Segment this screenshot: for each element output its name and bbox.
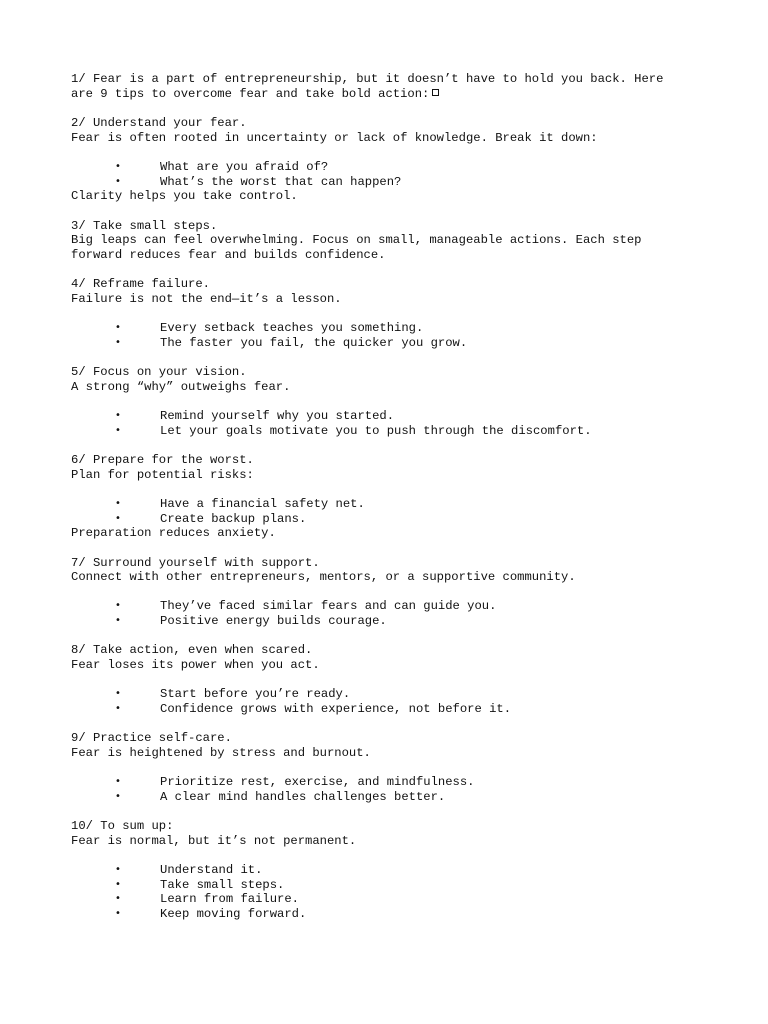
tip-heading: 10/ To sum up: xyxy=(71,819,174,834)
bullet-text: Have a financial safety net. xyxy=(160,496,365,511)
tips-list xyxy=(71,116,721,922)
missing-glyph-box-icon xyxy=(432,89,439,96)
bullet-text: Understand it. xyxy=(160,863,263,878)
tip-section xyxy=(71,116,721,204)
tip-heading: 8/ Take action, even when scared. xyxy=(71,643,313,658)
bullet-list xyxy=(71,497,721,526)
bullet-text: Keep moving forward. xyxy=(160,907,307,922)
tip-body-line: forward reduces fear and builds confidence. xyxy=(71,247,386,262)
tip-body-line: Failure is not the end—it’s a lesson. xyxy=(71,291,342,306)
bullet-dot-icon: • xyxy=(115,322,121,334)
intro-line-1: 1/ Fear is a part of entrepreneurship, but it doesn’t have to hold you back. Here xyxy=(71,72,664,86)
tip-heading: 2/ Understand your fear. xyxy=(71,115,247,130)
bullet-dot-icon: • xyxy=(115,175,121,187)
tip-heading: 5/ Focus on your vision. xyxy=(71,365,247,380)
bullet-item xyxy=(71,599,721,614)
bullet-dot-icon: • xyxy=(115,615,121,627)
bullet-text: What are you afraid of? xyxy=(160,159,329,174)
bullet-item xyxy=(71,175,721,190)
bullet-text: Remind yourself why you started. xyxy=(160,408,395,423)
bullet-dot-icon: • xyxy=(115,893,121,905)
bullet-dot-icon: • xyxy=(115,688,121,700)
bullet-dot-icon: • xyxy=(115,424,121,436)
tip-section xyxy=(71,277,721,350)
bullet-item xyxy=(71,687,721,702)
tip-section xyxy=(71,453,721,541)
tip-closing-line: Preparation reduces anxiety. xyxy=(71,526,276,541)
bullet-text: Create backup plans. xyxy=(160,511,307,526)
tip-body-line: Plan for potential risks: xyxy=(71,467,254,482)
bullet-item xyxy=(71,512,721,527)
bullet-text: Every setback teaches you something. xyxy=(160,321,424,336)
bullet-list xyxy=(71,599,721,628)
bullet-dot-icon: • xyxy=(115,776,121,788)
tip-section xyxy=(71,219,721,263)
bullet-list xyxy=(71,409,721,438)
bullet-list xyxy=(71,160,721,189)
bullet-item xyxy=(71,336,721,351)
tip-body-line: Connect with other entrepreneurs, mentors, or a supportive community. xyxy=(71,570,576,585)
bullet-dot-icon: • xyxy=(115,703,121,715)
bullet-dot-icon: • xyxy=(115,497,121,509)
bullet-item xyxy=(71,160,721,175)
tip-heading: 3/ Take small steps. xyxy=(71,218,218,233)
bullet-item xyxy=(71,790,721,805)
bullet-dot-icon: • xyxy=(115,160,121,172)
bullet-dot-icon: • xyxy=(115,864,121,876)
bullet-item xyxy=(71,424,721,439)
bullet-text: Take small steps. xyxy=(160,877,285,892)
intro-block xyxy=(71,72,721,101)
tip-section xyxy=(71,556,721,629)
bullet-list xyxy=(71,321,721,350)
tip-section xyxy=(71,819,721,922)
bullet-text: Confidence grows with experience, not before it. xyxy=(160,702,512,717)
bullet-dot-icon: • xyxy=(115,878,121,890)
tip-body-line: Big leaps can feel overwhelming. Focus on small, manageable actions. Each step xyxy=(71,233,642,248)
bullet-item xyxy=(71,863,721,878)
bullet-item xyxy=(71,892,721,907)
bullet-dot-icon: • xyxy=(115,600,121,612)
bullet-text: They’ve faced similar fears and can guide you. xyxy=(160,599,497,614)
document-page xyxy=(71,72,721,936)
tip-heading: 4/ Reframe failure. xyxy=(71,277,210,292)
bullet-item xyxy=(71,321,721,336)
bullet-dot-icon: • xyxy=(115,512,121,524)
tip-section xyxy=(71,643,721,716)
tip-section xyxy=(71,731,721,804)
tip-body-line: Fear is often rooted in uncertainty or lack of knowledge. Break it down: xyxy=(71,130,598,145)
bullet-dot-icon: • xyxy=(115,336,121,348)
bullet-list xyxy=(71,687,721,716)
tip-heading: 9/ Practice self-care. xyxy=(71,731,232,746)
tip-body-line: Fear is normal, but it’s not permanent. xyxy=(71,833,357,848)
bullet-text: Prioritize rest, exercise, and mindfulness. xyxy=(160,775,475,790)
bullet-dot-icon: • xyxy=(115,908,121,920)
bullet-text: The faster you fail, the quicker you grow. xyxy=(160,335,468,350)
bullet-list xyxy=(71,775,721,804)
bullet-item xyxy=(71,775,721,790)
bullet-item xyxy=(71,878,721,893)
bullet-text: Let your goals motivate you to push through the discomfort. xyxy=(160,423,592,438)
intro-line-2-text: are 9 tips to overcome fear and take bold action: xyxy=(71,86,430,101)
bullet-item xyxy=(71,614,721,629)
tip-body-line: Fear loses its power when you act. xyxy=(71,658,320,673)
bullet-dot-icon: • xyxy=(115,409,121,421)
bullet-text: What’s the worst that can happen? xyxy=(160,174,402,189)
bullet-text: Learn from failure. xyxy=(160,892,299,907)
bullet-text: A clear mind handles challenges better. xyxy=(160,789,446,804)
bullet-item xyxy=(71,497,721,512)
tip-heading: 6/ Prepare for the worst. xyxy=(71,452,254,467)
tip-section xyxy=(71,365,721,438)
bullet-item xyxy=(71,907,721,922)
bullet-text: Positive energy builds courage. xyxy=(160,614,387,629)
tip-heading: 7/ Surround yourself with support. xyxy=(71,555,320,570)
intro-line-2 xyxy=(71,87,721,102)
bullet-text: Start before you’re ready. xyxy=(160,687,351,702)
bullet-item xyxy=(71,702,721,717)
tip-body-line: A strong “why” outweighs fear. xyxy=(71,379,291,394)
bullet-list xyxy=(71,863,721,922)
tip-closing-line: Clarity helps you take control. xyxy=(71,189,298,204)
bullet-dot-icon: • xyxy=(115,790,121,802)
bullet-item xyxy=(71,409,721,424)
tip-body-line: Fear is heightened by stress and burnout. xyxy=(71,745,371,760)
